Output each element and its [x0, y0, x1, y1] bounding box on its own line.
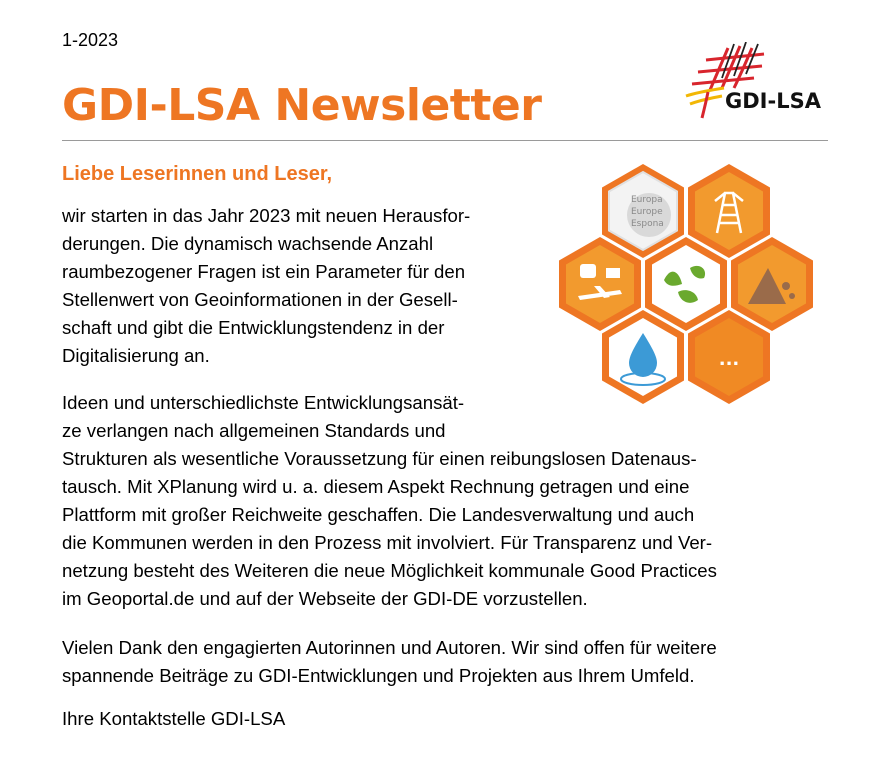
paragraph-standards-start [62, 389, 562, 445]
text-line: im Geoportal.de und auf der Webseite der GDI-DE vorzustellen. [62, 588, 588, 609]
text-line: raumbezogener Fragen ist ein Parameter für den [62, 261, 466, 282]
text-line: schaft und gibt die Entwicklungstendenz in der [62, 317, 445, 338]
europe-hex-line: Europe [631, 207, 663, 217]
text-line: Ideen und unterschiedlichste Entwicklungsansät- [62, 392, 465, 413]
text-line: tausch. Mit XPlanung wird u. a. diesem Aspekt Rechnung getragen und eine [62, 476, 690, 497]
text-line: netzung besteht des Weiteren die neue Möglichkeit kommunale Good Practices [62, 560, 717, 581]
text-line: Strukturen als wesentliche Voraussetzung für einen reibungslosen Datenaus- [62, 448, 697, 469]
issue-number: 1-2023 [62, 30, 119, 50]
terrain-hex-icon [731, 237, 813, 331]
newsletter-title: GDI-LSA Newsletter [62, 80, 542, 131]
water-drop-hex-icon [602, 310, 684, 404]
text-line: derungen. Die dynamisch wachsende Anzahl [62, 233, 434, 254]
more-themes-hex-icon [688, 310, 770, 404]
gdi-lsa-logo [684, 42, 834, 122]
text-line: wir starten in das Jahr 2023 mit neuen Herausfor- [62, 205, 471, 226]
paragraph-standards-rest [62, 445, 828, 613]
paragraph-thanks [62, 634, 828, 690]
text-line: Digitalisierung an. [62, 345, 210, 366]
paragraph-intro [62, 202, 552, 370]
text-line: Plattform mit großer Reichweite geschaffen. Die Landesverwaltung und auch [62, 504, 695, 525]
more-themes-label: ... [718, 349, 740, 370]
greeting: Liebe Leserinnen und Leser, [62, 163, 333, 185]
text-line: ze verlangen nach allgemeinen Standards und [62, 420, 446, 441]
header-divider [62, 140, 828, 141]
text-line: Stellenwert von Geoinformationen in der Gesell- [62, 289, 458, 310]
text-line: die Kommunen werden in den Prozess mit involviert. Für Transparenz und Ver- [62, 532, 713, 553]
energy-pylon-hex-icon [688, 164, 770, 258]
nature-hex-icon [645, 237, 727, 331]
text-line: spannende Beiträge zu GDI-Entwicklungen und Projekten aus Ihrem Umfeld. [62, 665, 695, 686]
europe-hex-icon [602, 164, 684, 258]
signature: Ihre Kontaktstelle GDI-LSA [62, 708, 286, 729]
europe-hex-line: Europa [631, 195, 663, 205]
text-line: Vielen Dank den engagierten Autorinnen und Autoren. Wir sind offen für weitere [62, 637, 717, 658]
transport-hex-icon [559, 237, 641, 331]
hexagon-themes-graphic [540, 158, 840, 438]
europe-hex-line: Espona [631, 219, 664, 229]
logo-text: GDI-LSA [725, 89, 821, 113]
